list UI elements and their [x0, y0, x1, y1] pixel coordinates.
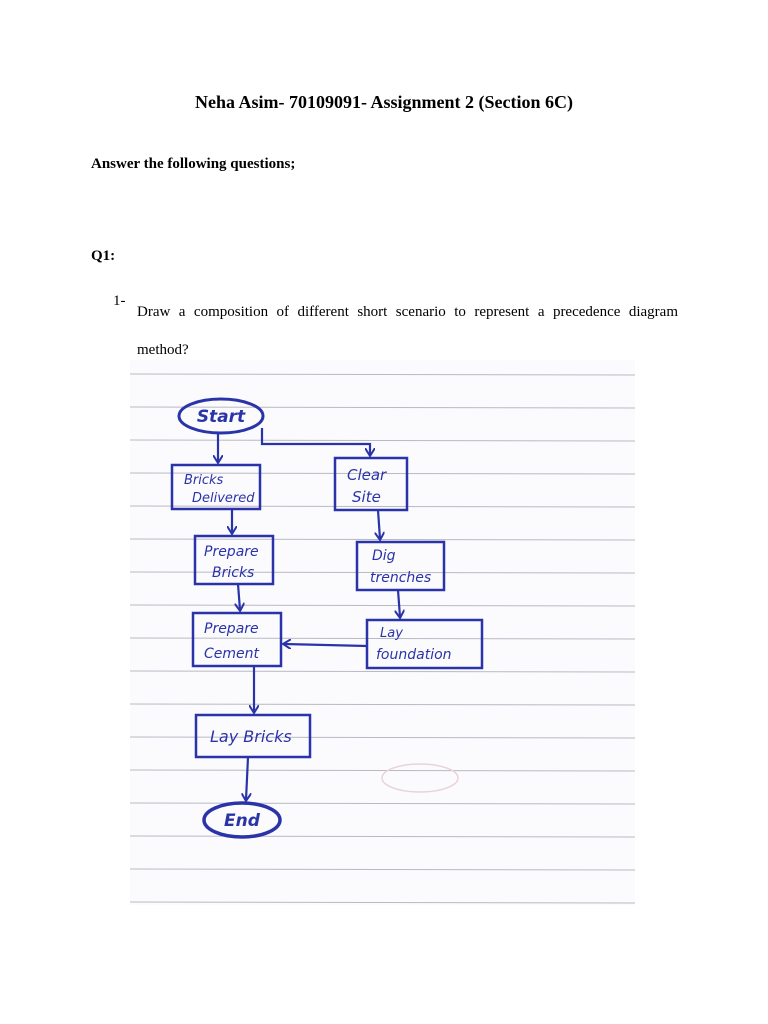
handwritten-precedence-diagram: [130, 360, 635, 905]
prepare-cement-label-2: Cement: [204, 646, 260, 662]
dig-trenches-label-2: trenches: [370, 570, 432, 586]
question-label: Q1:: [91, 248, 116, 264]
lay-foundation-label-1: Lay: [380, 626, 403, 641]
bricks-delivered-label-2: Delivered: [192, 491, 255, 506]
page-title: Neha Asim- 70109091- Assignment 2 (Section 6C): [195, 92, 573, 112]
lay-bricks-label: Lay Bricks: [210, 727, 292, 746]
clear-site-label-1: Clear: [347, 466, 387, 484]
clear-site-label-2: Site: [352, 488, 381, 506]
end-label: End: [224, 811, 260, 831]
question-text: Draw a composition of different short scenario to represent a precedence diagram method?: [137, 304, 678, 358]
dig-trenches-label-1: Dig: [372, 548, 396, 564]
prepare-bricks-label-1: Prepare: [204, 544, 259, 560]
prepare-bricks-label-2: Bricks: [212, 565, 255, 581]
question-number: 1-: [113, 293, 126, 309]
prepare-cement-label-1: Prepare: [204, 621, 259, 637]
start-label: Start: [196, 407, 246, 427]
diagram-canvas: [130, 360, 635, 905]
bricks-delivered-label-1: Bricks: [184, 473, 224, 488]
instruction-text: Answer the following questions;: [91, 156, 296, 172]
lay-foundation-label-2: foundation: [376, 647, 452, 663]
